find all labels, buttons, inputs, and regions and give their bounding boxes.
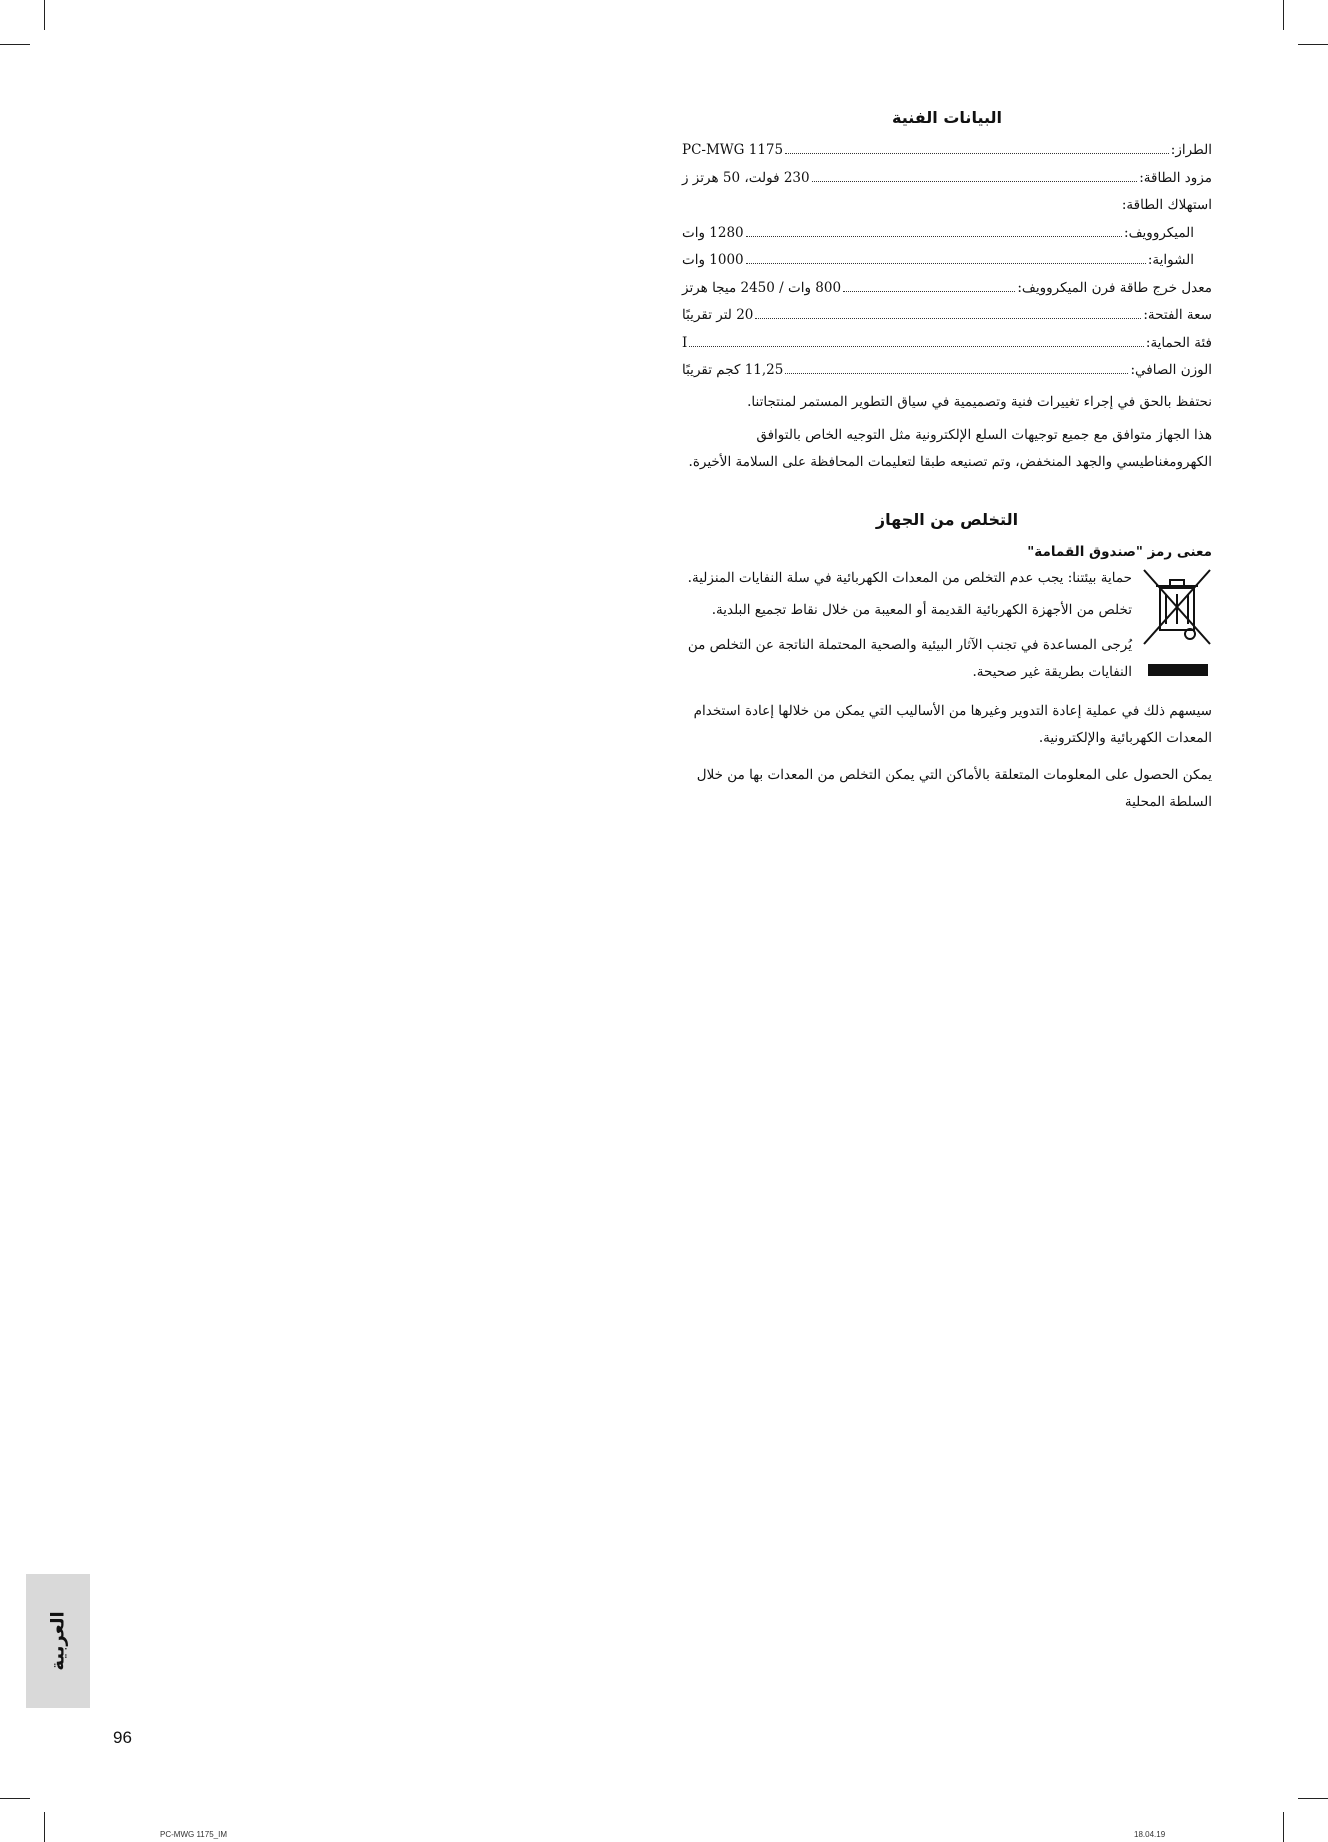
disposal-heading: التخلص من الجهاز [875,509,1019,529]
bin-block [682,568,1212,686]
dot-leader [812,181,1138,182]
crop-mark [1283,1812,1284,1842]
main-content [682,108,1212,826]
technical-data-heading: البيانات الفنية [892,108,1002,127]
footer-doc-id: PC-MWG 1175_IM [160,1830,227,1839]
spec-row [682,360,1212,388]
note-rights: نحتفظ بالحق في إجراء تغييرات فنية وتصميمية في سياق التطوير المستمر لمنتجاتنا. [747,393,1212,410]
crop-mark [1298,1798,1328,1799]
disposal-paragraph-1: حماية بيئتنا: يجب عدم التخلص من المعدات الكهربائية في سلة النفايات المنزلية. [687,569,1132,586]
dot-leader [746,236,1122,237]
spec-value: 230 فولت، 50 هرتز ز [682,169,810,186]
dot-leader [746,263,1146,264]
spec-label: فئة الحماية: [1145,334,1212,351]
spec-label: الشواية: [1147,252,1194,268]
spec-value: I [682,334,688,351]
dot-leader [785,153,1169,154]
footer-date: 18.04.19 [1134,1830,1166,1839]
spec-row [682,333,1212,361]
crop-mark [1298,44,1328,45]
spec-row [682,278,1212,306]
spec-label: الميكروويف: [1124,224,1194,241]
crop-mark [44,1812,45,1842]
spec-row [682,195,1212,223]
disposal-section [682,510,1212,816]
dot-leader [755,318,1141,319]
spec-label: سعة الفتحة: [1143,307,1212,323]
spec-value: 20 لتر تقريبًا [682,307,754,323]
dot-leader [843,291,1015,292]
crop-mark [0,1798,30,1799]
page-number: 96 [113,1728,132,1747]
language-side-tab [26,1574,90,1708]
crossed-out-wheelie-bin-icon [1142,568,1212,678]
spec-row [682,223,1212,251]
spec-row [682,305,1212,333]
crop-mark [1283,0,1284,30]
crop-mark [44,0,45,30]
spec-value: 800 وات / 2450 ميجا هرتز [682,279,842,296]
note-compliance: هذا الجهاز متوافق مع جميع توجيهات السلع الإلكترونية مثل التوجيه الخاص بالتوافق الكهرومغناطيسي والجهد المنخفض، وتم تصنيعه طبقا لتعليمات المحافظة على السلامة الأخيرة. [688,426,1212,470]
crop-mark [0,44,30,45]
dot-leader [785,373,1128,374]
spec-value: 1280 وات [682,224,744,241]
disposal-subheading: معنى رمز "صندوق القمامة" [1027,543,1212,560]
spec-list [682,140,1212,388]
spec-label: الوزن الصافي: [1130,362,1212,378]
spec-value: PC-MWG 1175 [682,142,784,158]
spec-row [682,140,1212,168]
disposal-paragraph-2: تخلص من الأجهزة الكهربائية القديمة أو المعيبة من خلال نقاط تجميع البلدية. [711,601,1132,618]
spec-label: معدل خرج طاقة فرن الميكروويف: [1017,279,1212,296]
language-tab-label: العربية [47,1611,69,1671]
spec-value: 1000 وات [682,252,744,268]
spec-value: 11,25 كجم تقريبًا [682,362,784,378]
dot-leader [689,346,1144,347]
disposal-paragraph-3: يُرجى المساعدة في تجنب الآثار البيئية والصحية المحتملة الناتجة عن التخلص من النفايات بطريقة غير صحيحة. [687,636,1132,680]
spec-row [682,168,1212,196]
spec-label: الطراز: [1170,142,1212,158]
spec-label: استهلاك الطاقة: [1121,197,1212,213]
disposal-paragraph-4: سيسهم ذلك في عملية إعادة التدوير وغيرها من الأساليب التي يمكن من خلالها إعادة استخدام المعدات الكهربائية والإلكترونية. [693,702,1212,746]
spec-label: مزود الطاقة: [1139,169,1212,186]
spec-row [682,250,1212,278]
disposal-paragraph-5: يمكن الحصول على المعلومات المتعلقة بالأماكن التي يمكن التخلص من المعدات بها من خلال السلطة المحلية [696,766,1212,810]
